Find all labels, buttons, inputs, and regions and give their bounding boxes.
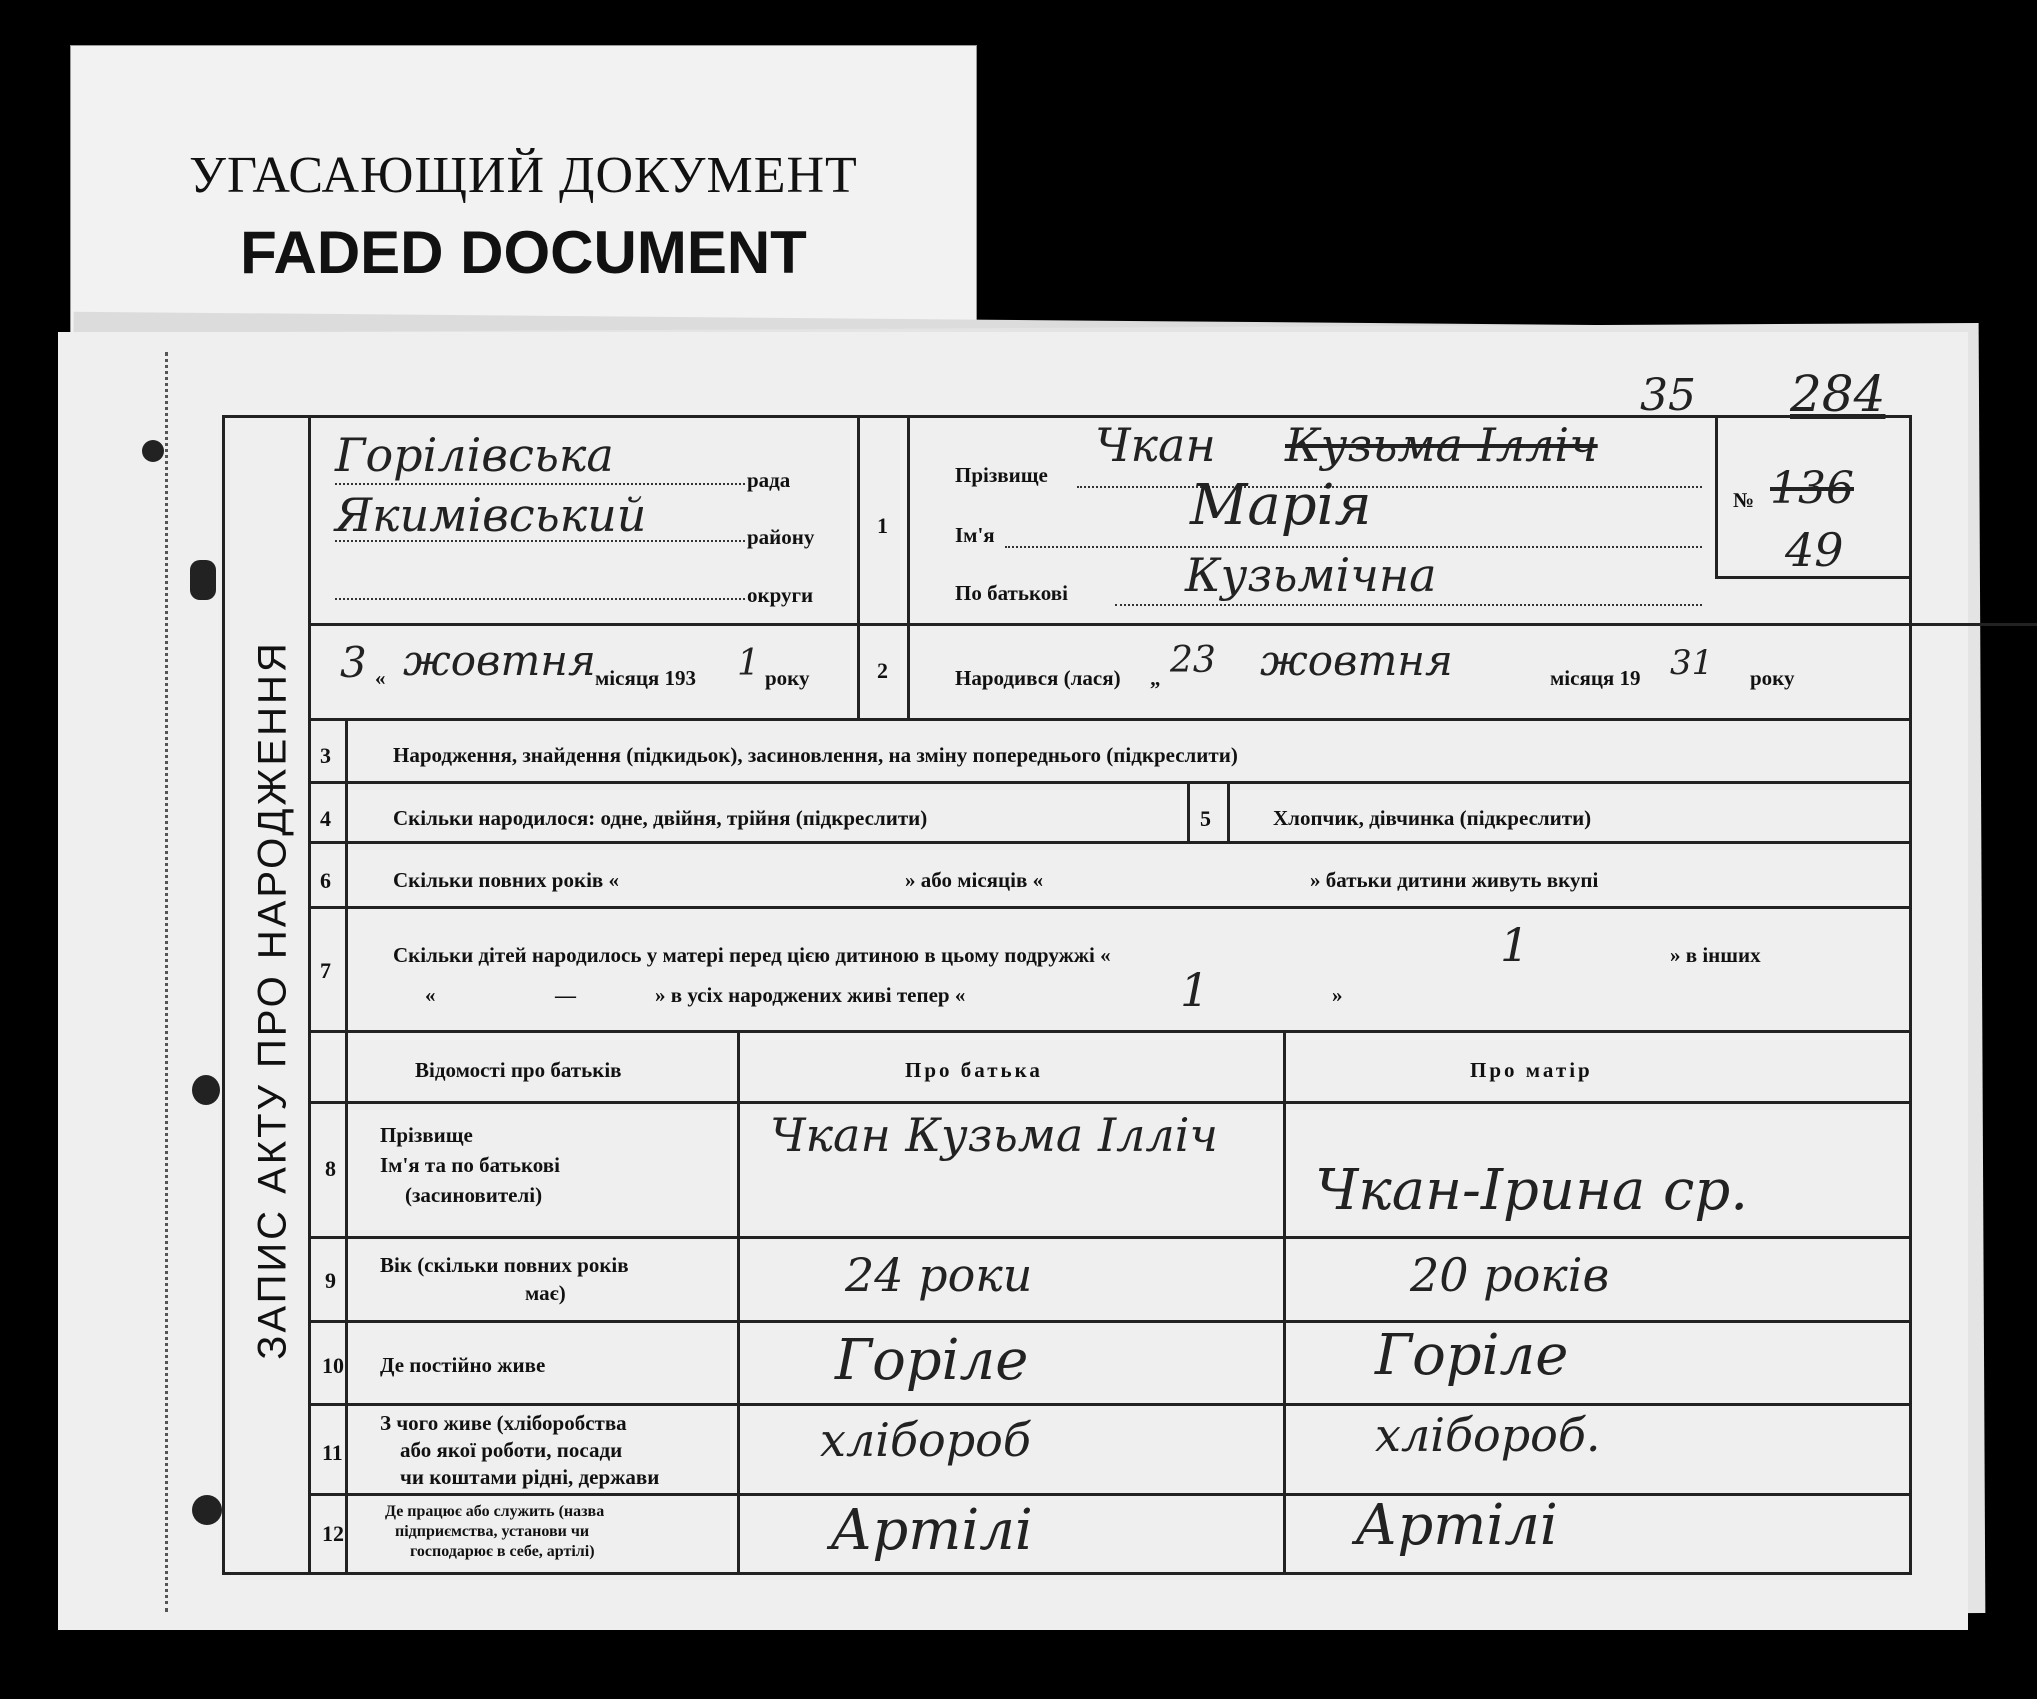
row-number-8: 8	[325, 1156, 336, 1181]
binding-hole	[192, 1075, 220, 1105]
registration-day: 3	[340, 638, 367, 687]
row11-label-1: З чого живе (хліборобства	[380, 1411, 627, 1435]
binding-hole	[190, 560, 216, 600]
father-occupation: хлібороб	[820, 1413, 1031, 1467]
row7-line2-dash: —	[555, 983, 576, 1007]
row11-label-2: або якої роботи, посади	[400, 1438, 623, 1462]
row8-label-3: (засиновителі)	[405, 1183, 543, 1207]
mother-occupation: хлібороб.	[1375, 1408, 1601, 1462]
divider	[308, 781, 1912, 784]
divider	[1227, 781, 1230, 841]
number-column-divider	[345, 718, 348, 1572]
birth-year-digits: 31	[1670, 643, 1714, 683]
record-number-struck: 136	[1770, 463, 1854, 514]
birth-month-label: місяця 19	[1550, 666, 1641, 690]
divider	[857, 623, 2037, 626]
divider	[308, 841, 1912, 844]
row7-line2-a: «	[425, 983, 436, 1007]
divider	[308, 623, 858, 626]
binding-hole	[192, 1495, 222, 1525]
record-number-label: №	[1733, 488, 1755, 512]
mother-workplace: Артілі	[1355, 1493, 1558, 1558]
father-residence: Горіле	[835, 1328, 1029, 1393]
row9-label-1: Вік (скільки повних років	[380, 1253, 629, 1277]
divider	[308, 1236, 1912, 1239]
perforation-line	[165, 352, 168, 1612]
row7-line1-end: » в інших	[1670, 943, 1761, 967]
divider	[308, 1320, 1912, 1323]
child-surname-value: Чкан	[1095, 418, 1216, 472]
father-age: 24 роки	[845, 1248, 1033, 1302]
banner-english-text: FADED DOCUMENT	[240, 219, 807, 286]
rayon-value: Якимівський	[335, 488, 647, 542]
divider	[308, 906, 1912, 909]
okrug-underline	[335, 598, 745, 600]
row8-label-2: Ім'я та по батькові	[380, 1153, 560, 1177]
parents-header-mother: Про матір	[1470, 1058, 1593, 1082]
row10-label: Де постійно живе	[380, 1353, 546, 1377]
row-number-12: 12	[322, 1521, 344, 1546]
divider	[907, 418, 910, 718]
rayon-underline	[335, 540, 745, 542]
divider	[1187, 781, 1190, 841]
row-number-10: 10	[322, 1353, 344, 1378]
row-number-3: 3	[320, 743, 331, 768]
row-number-6: 6	[320, 868, 331, 893]
registration-month-label: місяця 193	[595, 666, 697, 690]
row7-alive-value: 1	[1180, 963, 1210, 1017]
row-number-5: 5	[1200, 806, 1211, 831]
corner-number-35: 35	[1640, 370, 1696, 421]
okrug-label: округи	[747, 583, 814, 607]
divider	[1283, 1030, 1286, 1572]
section-number-2: 2	[877, 658, 888, 683]
registration-month: жовтня	[403, 636, 596, 685]
child-patronymic-value: Кузьмічна	[1185, 548, 1437, 602]
rada-value: Горілівська	[335, 428, 614, 482]
divider	[308, 1493, 1912, 1496]
mother-fullname: Чкан-Ірина ср.	[1315, 1158, 1749, 1223]
row6-text-c: » батьки дитини живуть вкупі	[1310, 868, 1599, 892]
row-number-9: 9	[325, 1268, 336, 1293]
rayon-label: району	[747, 525, 815, 549]
rada-label: рада	[747, 468, 791, 492]
parents-header-info: Відомості про батьків	[415, 1058, 622, 1082]
patronymic-label: По батькові	[955, 581, 1068, 605]
row7-children-marriage-value: 1	[1500, 918, 1530, 972]
child-surname-struck: Кузьма Ілліч	[1285, 418, 1598, 472]
row6-text-a: Скільки повних років «	[393, 868, 620, 892]
father-workplace: Артілі	[830, 1498, 1033, 1563]
birth-month: жовтня	[1260, 636, 1453, 685]
binding-hole	[142, 440, 164, 462]
rada-underline	[335, 483, 745, 485]
birth-record-form: № 136 49 Горілівська рада Якимівський району округи 3 « жовтня місяця 193 1 року 1 Прізвище Чкан Кузьма Ілліч Ім'я Марія По батькові Кузьмічна 2 Народився (лася) „ 23 жовтня місяця 19 31 року 3 Народження, знайдення (підкидьок), засиновлення, на зміну попереднього (підкреслити) 4 Скільки народилося: одне, двійня, трійня (підкреслити) 5 Хлопчик, дівчинка (підкреслити) 6 Скільки повних років « » або місяців « » батьки дитини живуть вкупі 7 Скільки дітей народилось у матері перед цією дитиною в цьому подружжі « 1 » в інших « — » в усіх народжених живі тепер « 1 » Відомості про батьків Про батька Про матір 8 Прізвище Ім'я та по батькові (засиновителі) Чкан Кузьма Ілліч Чкан-Ірина ср. 9 Вік (скільки повних років має) 24 роки 20 років 10 Де постійно живе Горіле Горіле 11 З чого живе (хліборобства або якої роботи, посади чи коштами рідні, держави хлібороб хлібороб. 12 Де працює або служить (назва підприємства, установи чи господарює в себе, артілі) Артілі Артілі	[222, 415, 1912, 1575]
row8-label-1: Прізвище	[380, 1123, 473, 1147]
row6-text-b: » або місяців «	[905, 868, 1044, 892]
row-number-4: 4	[320, 806, 331, 831]
father-fullname: Чкан Кузьма Ілліч	[770, 1108, 1219, 1162]
surname-label: Прізвище	[955, 463, 1048, 487]
mother-residence: Горіле	[1375, 1323, 1569, 1388]
record-number-value: 49	[1785, 523, 1844, 577]
divider	[308, 1030, 1912, 1033]
mother-age: 20 років	[1410, 1248, 1610, 1302]
parents-header-father: Про батька	[905, 1058, 1043, 1082]
birth-year-suffix: року	[1750, 666, 1795, 690]
born-label: Народився (лася)	[955, 666, 1121, 690]
registration-year-digit: 1	[737, 643, 760, 684]
row12-label-2: підприємства, установи чи	[395, 1523, 590, 1540]
divider	[857, 418, 860, 718]
divider	[308, 718, 1912, 721]
banner-russian-text: УГАСАЮЩИЙ ДОКУМЕНТ	[189, 147, 858, 204]
divider	[1715, 418, 1718, 578]
row12-label-1: Де працює або служить (назва	[385, 1503, 605, 1520]
divider	[308, 1403, 1912, 1406]
child-name-value: Марія	[1190, 473, 1372, 538]
row7-line1: Скільки дітей народилось у матері перед цією дитиною в цьому подружжі «	[393, 943, 1111, 967]
divider	[737, 1030, 740, 1572]
birth-day: 23	[1170, 640, 1216, 681]
registration-year-suffix: року	[765, 666, 810, 690]
row3-text: Народження, знайдення (підкидьок), засиновлення, на зміну попереднього (підкреслити)	[393, 743, 1238, 767]
row7-line2-c: »	[1332, 983, 1343, 1007]
row-number-11: 11	[322, 1440, 343, 1465]
surname-underline	[1077, 486, 1702, 488]
row-number-7: 7	[320, 958, 331, 983]
patronymic-underline	[1115, 604, 1702, 606]
row5-text: Хлопчик, дівчинка (підкреслити)	[1273, 806, 1592, 830]
row9-label-2: має)	[525, 1281, 566, 1305]
row12-label-3: господарює в себе, артілі)	[410, 1543, 595, 1560]
corner-number-284: 284	[1790, 365, 1886, 423]
name-label: Ім'я	[955, 523, 995, 547]
side-title-text: ЗАПИС АКТУ ПРО НАРОДЖЕННЯ	[250, 640, 295, 1360]
side-title-divider	[308, 418, 311, 1572]
section-number-1: 1	[877, 513, 888, 538]
divider	[308, 1101, 1912, 1104]
record-side-title	[238, 640, 308, 1360]
row11-label-3: чи коштами рідні, держави	[400, 1465, 660, 1489]
row4-text: Скільки народилося: одне, двійня, трійня (підкреслити)	[393, 806, 928, 830]
faded-document-banner	[70, 45, 977, 347]
row7-line2-b: » в усіх народжених живі тепер «	[655, 983, 966, 1007]
